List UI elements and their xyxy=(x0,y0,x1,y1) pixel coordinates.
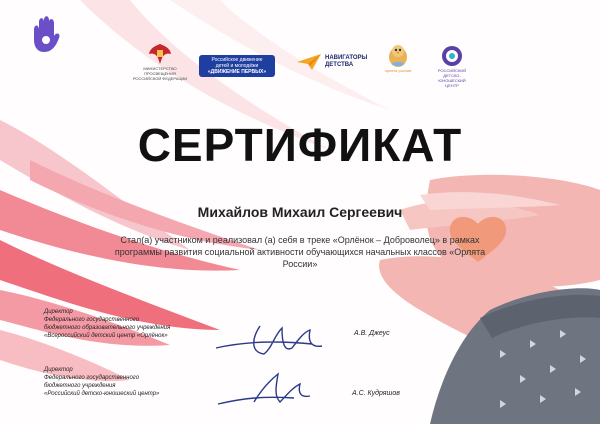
navigators-caption-2: ДЕТСТВА xyxy=(325,62,354,68)
rdyuc-emblem-icon xyxy=(440,44,464,68)
rdyuc-caption-1: РОССИЙСКИЙ xyxy=(437,68,467,73)
signatory-1-org-3: «Всероссийский детский центр «Орлёнок» xyxy=(44,333,168,339)
orlyata-caption: орлята россии xyxy=(384,68,412,73)
signatory-1-role: Директор xyxy=(44,309,73,315)
ministry-caption-2: РОССИЙСКОЙ ФЕДЕРАЦИИ xyxy=(132,76,188,81)
signature-1 xyxy=(212,318,342,362)
signatory-2-name: А.С. Кудряшов xyxy=(352,390,400,397)
paper-plane-icon xyxy=(296,52,322,72)
navigators-logo xyxy=(296,52,368,72)
certificate-description xyxy=(100,234,500,270)
signatory-2-org-2: бюджетного учреждения xyxy=(44,383,116,389)
movement-caption-3: «ДВИЖЕНИЕ ПЕРВЫХ» xyxy=(207,69,267,75)
rdyuc-caption-2: ДЕТСКО-ЮНОШЕСКИЙ ЦЕНТР xyxy=(438,73,466,88)
signatory-1 xyxy=(44,308,170,340)
eagle-emblem-icon xyxy=(147,42,173,66)
movement-caption-1: Российское движение xyxy=(211,57,263,63)
signatory-2-org-1: Федерального государственного xyxy=(44,375,140,381)
signatory-2 xyxy=(44,366,159,398)
ministry-logo xyxy=(128,42,192,81)
certificate-title: СЕРТИФИКАТ xyxy=(137,119,463,171)
hand-logo-icon xyxy=(28,16,62,54)
description-line-2: программы развития социальной активности обучающихся начальных классов «Орлята России» xyxy=(114,247,486,269)
signature-2 xyxy=(214,368,324,412)
orlyata-logo xyxy=(382,42,414,73)
signatory-1-org-1: Федерального государственного xyxy=(44,317,140,323)
movement-logo xyxy=(199,55,275,77)
recipient-name: Михайлов Михаил Сергеевич xyxy=(197,204,403,220)
eaglet-mascot-icon xyxy=(385,42,411,68)
ministry-caption-1: МИНИСТЕРСТВО ПРОСВЕЩЕНИЯ xyxy=(143,66,177,76)
rdyuc-logo xyxy=(432,44,472,88)
signatory-2-role: Директор xyxy=(44,367,73,373)
description-line-1: Стал(а) участником и реализовал (а) себя в треке «Орлёнок – Доброволец» в рамках xyxy=(120,235,480,245)
navigators-caption-1: НАВИГАТОРЫ xyxy=(325,55,368,61)
signatory-2-org-3: «Российский детско-юношеский центр» xyxy=(44,391,160,397)
signatory-1-org-2: бюджетного образовательного учреждения xyxy=(44,325,171,331)
movement-caption-2: детей и молодёжи xyxy=(215,63,259,69)
signatory-1-name: А.В. Джеус xyxy=(354,330,390,337)
